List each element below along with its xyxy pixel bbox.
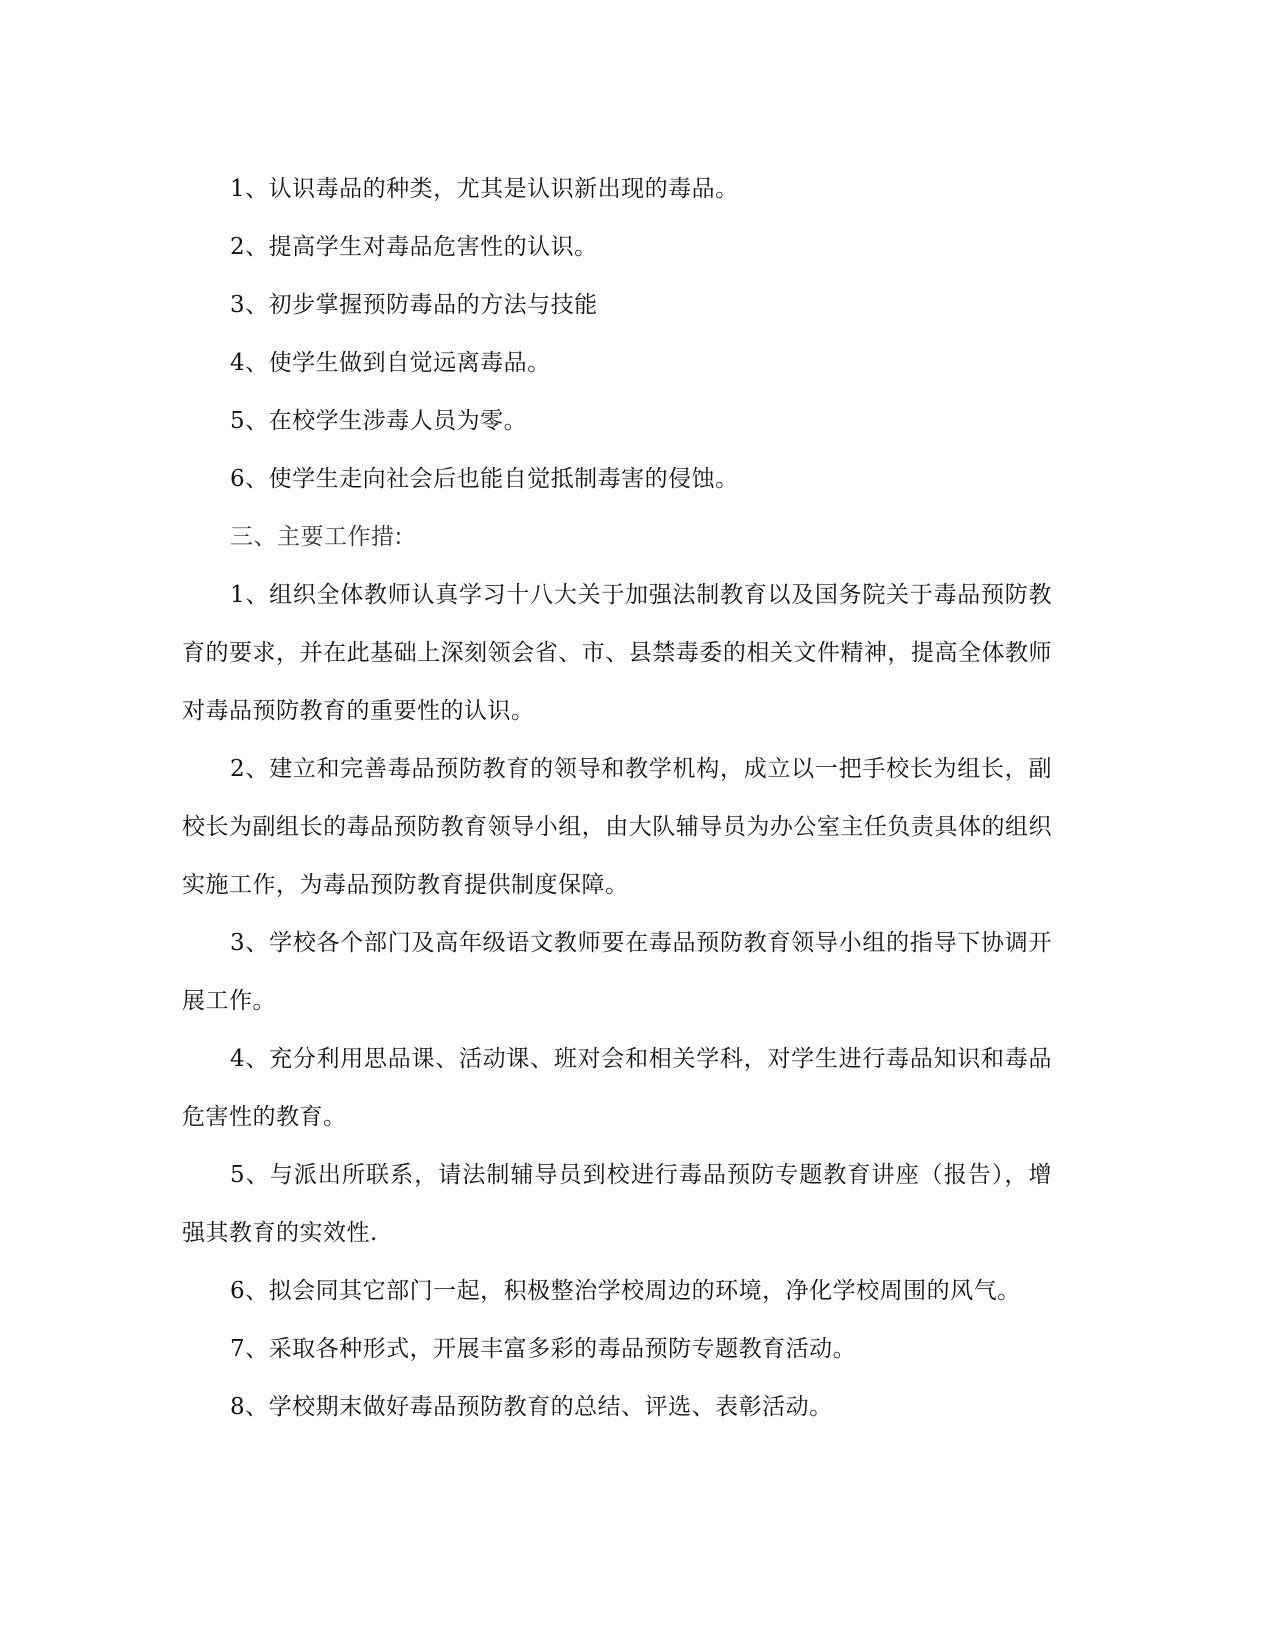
measure-item-8: 8、学校期末做好毒品预防教育的总结、评选、表彰活动。 [230, 1394, 833, 1420]
goal-item-4: 4、使学生做到自觉远离毒品。 [230, 350, 551, 376]
measure-item-1: 1、组织全体教师认真学习十八大关于加强法制教育以及国务院关于毒品预防教育的要求，并在此基础上深刻领会省、市、县禁毒委的相关文件精神，提高全体教师对毒品预防教育的重要性的认识。 [182, 582, 1052, 724]
measure-item-4: 4、充分利用思品课、活动课、班对会和相关学科，对学生进行毒品知识和毒品危害性的教育。 [182, 1046, 1052, 1130]
document-body [182, 160, 1052, 1436]
goal-item-1: 1、认识毒品的种类，尤其是认识新出现的毒品。 [230, 176, 739, 202]
goal-item-5: 5、在校学生涉毒人员为零。 [230, 408, 528, 434]
goal-item-2: 2、提高学生对毒品危害性的认识。 [230, 234, 598, 260]
measure-item-5: 5、与派出所联系，请法制辅导员到校进行毒品预防专题教育讲座（报告），增强其教育的实效性. [182, 1162, 1052, 1246]
goal-item-6: 6、使学生走向社会后也能自觉抵制毒害的侵蚀。 [230, 466, 739, 492]
goal-item-3: 3、初步掌握预防毒品的方法与技能 [230, 292, 598, 318]
measure-item-7: 7、采取各种形式，开展丰富多彩的毒品预防专题教育活动。 [230, 1336, 857, 1362]
measure-item-2: 2、建立和完善毒品预防教育的领导和教学机构，成立以一把手校长为组长，副校长为副组长的毒品预防教育领导小组，由大队辅导员为办公室主任负责具体的组织实施工作，为毒品预防教育提供制度保障。 [182, 756, 1052, 898]
measure-item-3: 3、学校各个部门及高年级语文教师要在毒品预防教育领导小组的指导下协调开展工作。 [182, 930, 1052, 1014]
measure-item-6: 6、拟会同其它部门一起，积极整治学校周边的环境，净化学校周围的风气。 [230, 1278, 1021, 1304]
section-heading: 三、主要工作措: [230, 524, 403, 550]
